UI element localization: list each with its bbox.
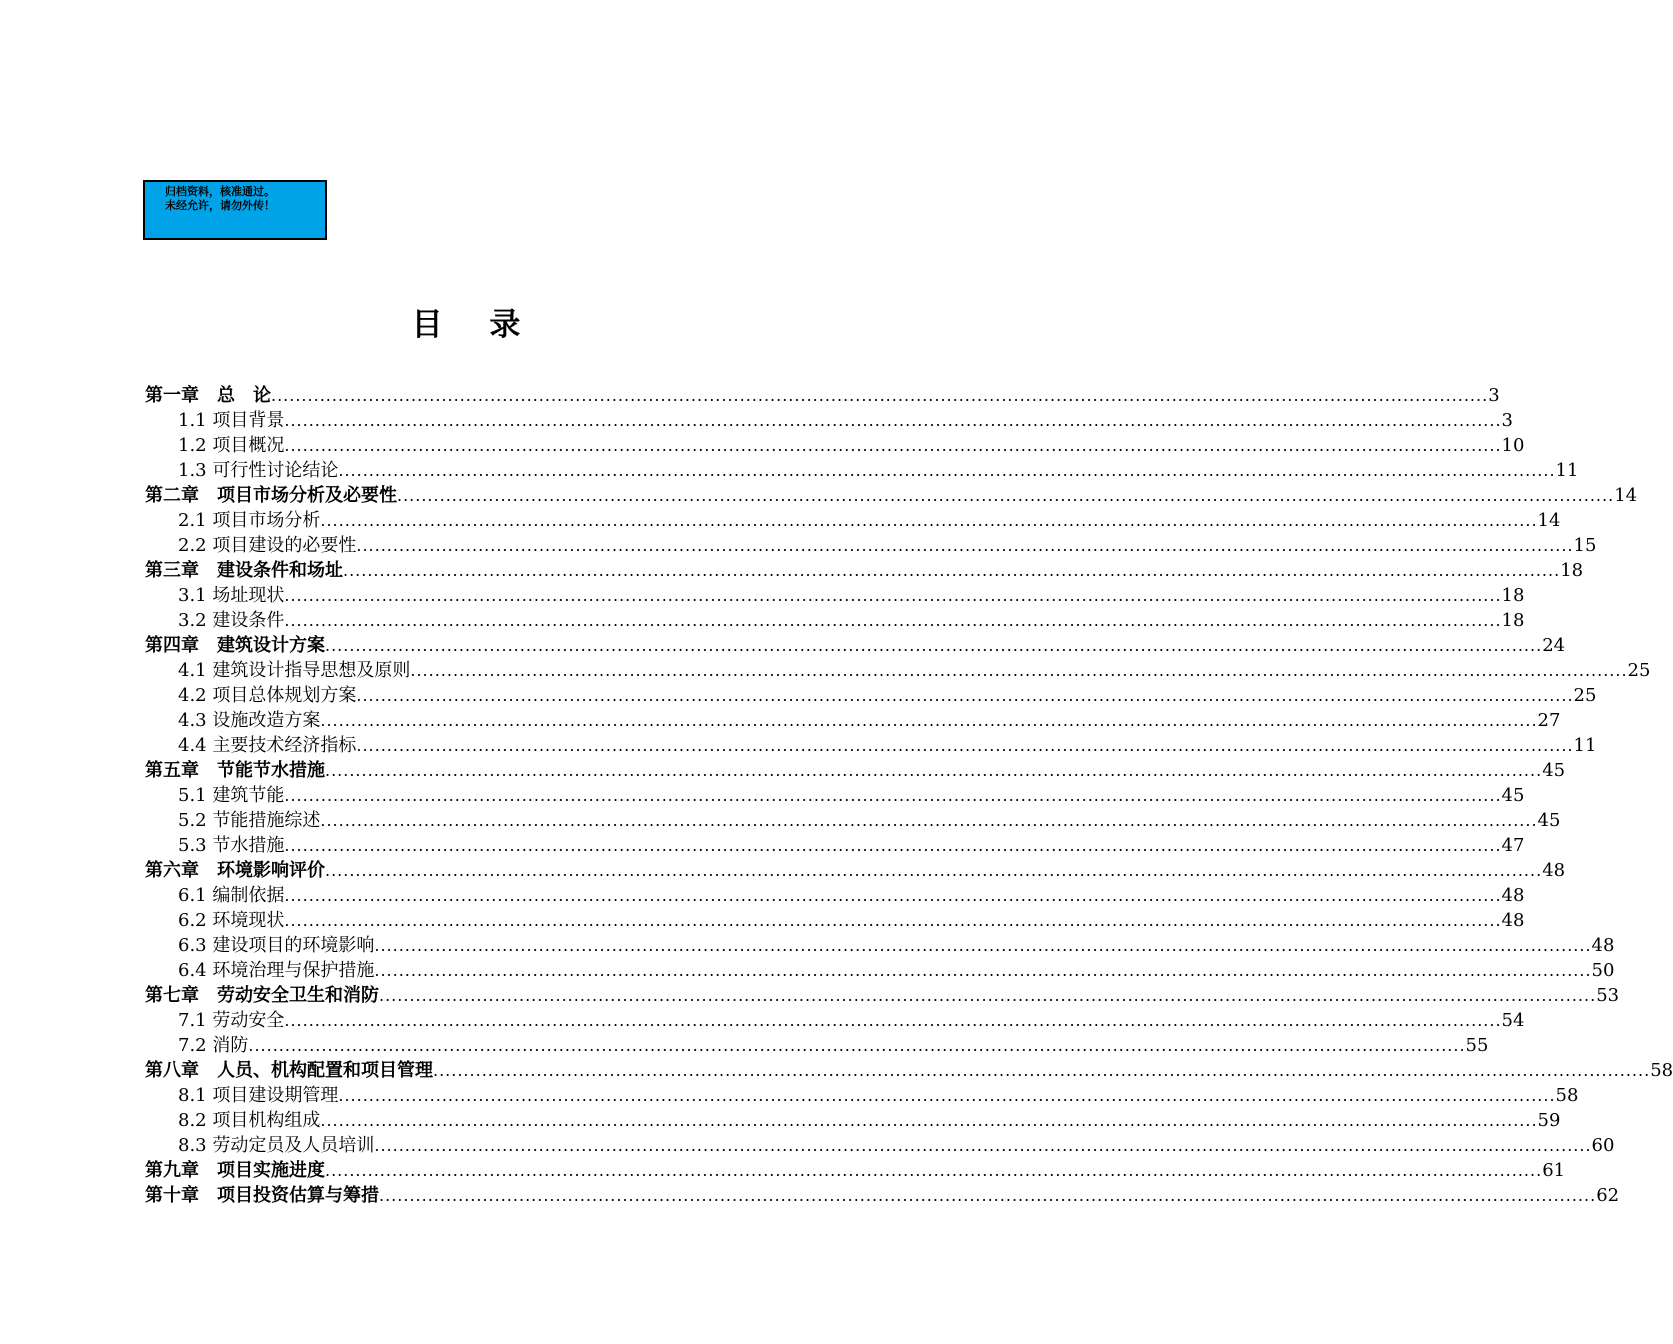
toc-dot-leader: ........................................................................................................................................................................................................	[356, 686, 1574, 705]
toc-entry-label: 8.1 项目建设期管理	[178, 1085, 339, 1106]
toc-entry-label: 3.1 场址现状	[178, 585, 285, 606]
toc-entry-label: 4.1 建筑设计指导思想及原则	[178, 660, 411, 681]
toc-section-entry[interactable]	[145, 658, 1651, 683]
toc-section-entry[interactable]	[145, 733, 1597, 758]
toc-entry-label: 6.3 建设项目的环境影响	[178, 935, 375, 956]
toc-entry-label: 6.1 编制依据	[178, 885, 285, 906]
toc-page-number: 58	[1650, 1060, 1673, 1081]
toc-chapter-entry[interactable]	[145, 858, 1566, 883]
toc-dot-leader: ........................................................................................................................................................................................................	[325, 1161, 1543, 1180]
toc-chapter-entry[interactable]	[145, 1183, 1620, 1208]
toc-page-number: 50	[1591, 960, 1615, 981]
toc-entry-label: 8.2 项目机构组成	[178, 1110, 321, 1131]
toc-page-number: 60	[1591, 1135, 1615, 1156]
toc-entry-label: 1.1 项目背景	[178, 410, 285, 431]
toc-page-number: 48	[1501, 910, 1525, 931]
toc-section-entry[interactable]	[145, 683, 1597, 708]
toc-chapter-entry[interactable]	[145, 758, 1566, 783]
toc-dot-leader: ........................................................................................................................................................................................................	[410, 661, 1628, 680]
toc-dot-leader: ........................................................................................................................................................................................................	[248, 1036, 1466, 1055]
toc-dot-leader: ........................................................................................................................................................................................................	[433, 1061, 1651, 1080]
toc-section-entry[interactable]	[145, 533, 1597, 558]
toc-page-number: 11	[1573, 735, 1597, 756]
toc-section-entry[interactable]	[145, 408, 1513, 433]
toc-dot-leader: ........................................................................................................................................................................................................	[284, 786, 1502, 805]
toc-page-number: 54	[1501, 1010, 1525, 1031]
toc-page-number: 53	[1596, 985, 1620, 1006]
toc-dot-leader: ........................................................................................................................................................................................................	[374, 961, 1592, 980]
toc-section-entry[interactable]	[145, 508, 1561, 533]
toc-page-number: 14	[1614, 485, 1638, 506]
toc-entry-label: 第四章 建筑设计方案	[145, 635, 325, 656]
toc-entry-label: 第九章 项目实施进度	[145, 1160, 325, 1181]
toc-section-entry[interactable]	[145, 1033, 1489, 1058]
toc-page-number: 15	[1573, 535, 1597, 556]
toc-entry-label: 6.4 环境治理与保护措施	[178, 960, 375, 981]
toc-entry-label: 第六章 环境影响评价	[145, 860, 325, 881]
toc-entry-label: 3.2 建设条件	[178, 610, 285, 631]
toc-page-number: 59	[1537, 1110, 1561, 1131]
toc-entry-label: 7.1 劳动安全	[178, 1010, 285, 1031]
toc-section-entry[interactable]	[145, 908, 1525, 933]
toc-dot-leader: ........................................................................................................................................................................................................	[284, 911, 1502, 930]
toc-page-number: 48	[1501, 885, 1525, 906]
toc-page-number: 45	[1542, 760, 1566, 781]
toc-section-entry[interactable]	[145, 833, 1525, 858]
stamp-line-2: 未经允许，请勿外传！	[165, 199, 275, 212]
toc-dot-leader: ........................................................................................................................................................................................................	[379, 986, 1597, 1005]
toc-section-entry[interactable]	[145, 1133, 1615, 1158]
toc-page-number: 14	[1537, 510, 1561, 531]
toc-entry-label: 第七章 劳动安全卫生和消防	[145, 985, 379, 1006]
toc-section-entry[interactable]	[145, 883, 1525, 908]
toc-entry-label: 7.2 消防	[178, 1035, 249, 1056]
toc-dot-leader: ........................................................................................................................................................................................................	[284, 411, 1502, 430]
toc-entry-label: 5.2 节能措施综述	[178, 810, 321, 831]
toc-page-number: 25	[1627, 660, 1651, 681]
toc-dot-leader: ........................................................................................................................................................................................................	[325, 761, 1543, 780]
toc-entry-label: 5.1 建筑节能	[178, 785, 285, 806]
toc-page-number: 24	[1542, 635, 1566, 656]
toc-page-number: 58	[1555, 1085, 1579, 1106]
toc-dot-leader: ........................................................................................................................................................................................................	[284, 436, 1502, 455]
toc-dot-leader: ........................................................................................................................................................................................................	[284, 886, 1502, 905]
toc-dot-leader: ........................................................................................................................................................................................................	[325, 636, 1543, 655]
toc-entry-label: 6.2 环境现状	[178, 910, 285, 931]
toc-page-number: 55	[1465, 1035, 1489, 1056]
toc-section-entry[interactable]	[145, 458, 1579, 483]
toc-dot-leader: ........................................................................................................................................................................................................	[338, 461, 1556, 480]
toc-entry-label: 4.2 项目总体规划方案	[178, 685, 357, 706]
toc-chapter-entry[interactable]	[145, 983, 1620, 1008]
toc-section-entry[interactable]	[145, 583, 1525, 608]
toc-dot-leader: ........................................................................................................................................................................................................	[397, 486, 1615, 505]
toc-dot-leader: ........................................................................................................................................................................................................	[325, 861, 1543, 880]
toc-dot-leader: ........................................................................................................................................................................................................	[320, 1111, 1538, 1130]
toc-dot-leader: ........................................................................................................................................................................................................	[284, 836, 1502, 855]
toc-page-number: 3	[1488, 385, 1500, 406]
toc-entry-label: 第五章 节能节水措施	[145, 760, 325, 781]
toc-dot-leader: ........................................................................................................................................................................................................	[284, 611, 1502, 630]
toc-entry-label: 4.3 设施改造方案	[178, 710, 321, 731]
toc-dot-leader: ........................................................................................................................................................................................................	[338, 1086, 1556, 1105]
toc-page-number: 27	[1537, 710, 1561, 731]
table-of-contents	[145, 383, 1673, 1208]
stamp-line-1: 归档资料，核准通过。	[165, 185, 275, 198]
toc-page-number: 18	[1501, 610, 1525, 631]
toc-dot-leader: ........................................................................................................................................................................................................	[284, 1011, 1502, 1030]
toc-page-number: 25	[1573, 685, 1597, 706]
toc-dot-leader: ........................................................................................................................................................................................................	[356, 536, 1574, 555]
toc-section-entry[interactable]	[145, 933, 1615, 958]
toc-dot-leader: ........................................................................................................................................................................................................	[343, 561, 1561, 580]
toc-dot-leader: ........................................................................................................................................................................................................	[320, 711, 1538, 730]
toc-dot-leader: ........................................................................................................................................................................................................	[284, 586, 1502, 605]
toc-section-entry[interactable]	[145, 1008, 1525, 1033]
toc-entry-label: 1.2 项目概况	[178, 435, 285, 456]
toc-section-entry[interactable]	[145, 783, 1525, 808]
toc-dot-leader: ........................................................................................................................................................................................................	[374, 1136, 1592, 1155]
toc-dot-leader: ........................................................................................................................................................................................................	[320, 811, 1538, 830]
toc-chapter-entry[interactable]	[145, 483, 1638, 508]
toc-section-entry[interactable]	[145, 958, 1615, 983]
toc-entry-label: 第一章 总 论	[145, 385, 271, 406]
toc-chapter-entry[interactable]	[145, 1158, 1566, 1183]
toc-entry-label: 2.2 项目建设的必要性	[178, 535, 357, 556]
toc-dot-leader: ........................................................................................................................................................................................................	[374, 936, 1592, 955]
toc-chapter-entry[interactable]	[145, 558, 1584, 583]
toc-chapter-entry[interactable]	[145, 383, 1500, 408]
toc-page-number: 45	[1501, 785, 1525, 806]
toc-page-number: 18	[1560, 560, 1584, 581]
toc-page-number: 45	[1537, 810, 1561, 831]
toc-page-number: 61	[1542, 1160, 1566, 1181]
toc-entry-label: 2.1 项目市场分析	[178, 510, 321, 531]
toc-entry-label: 第三章 建设条件和场址	[145, 560, 343, 581]
toc-dot-leader: ........................................................................................................................................................................................................	[356, 736, 1574, 755]
toc-page-number: 48	[1591, 935, 1615, 956]
toc-page-number: 10	[1501, 435, 1525, 456]
toc-page-number: 18	[1501, 585, 1525, 606]
archive-stamp-box	[143, 180, 327, 240]
toc-page-number: 47	[1501, 835, 1525, 856]
toc-section-entry[interactable]	[145, 1083, 1579, 1108]
toc-page-number: 62	[1596, 1185, 1620, 1206]
toc-dot-leader: ........................................................................................................................................................................................................	[271, 386, 1489, 405]
toc-chapter-entry[interactable]	[145, 633, 1566, 658]
toc-title: 目 录	[411, 307, 539, 343]
toc-page-number: 48	[1542, 860, 1566, 881]
toc-entry-label: 第十章 项目投资估算与筹措	[145, 1185, 379, 1206]
toc-entry-label: 4.4 主要技术经济指标	[178, 735, 357, 756]
toc-entry-label: 第八章 人员、机构配置和项目管理	[145, 1060, 433, 1081]
toc-page-number: 3	[1501, 410, 1513, 431]
toc-section-entry[interactable]	[145, 433, 1525, 458]
toc-section-entry[interactable]	[145, 608, 1525, 633]
toc-entry-label: 第二章 项目市场分析及必要性	[145, 485, 397, 506]
toc-chapter-entry[interactable]	[145, 1058, 1673, 1083]
toc-entry-label: 5.3 节水措施	[178, 835, 285, 856]
toc-dot-leader: ........................................................................................................................................................................................................	[320, 511, 1538, 530]
toc-dot-leader: ........................................................................................................................................................................................................	[379, 1186, 1597, 1205]
toc-entry-label: 1.3 可行性讨论结论	[178, 460, 339, 481]
toc-section-entry[interactable]	[145, 1108, 1561, 1133]
toc-page-number: 11	[1555, 460, 1579, 481]
toc-section-entry[interactable]	[145, 808, 1561, 833]
toc-section-entry[interactable]	[145, 708, 1561, 733]
toc-entry-label: 8.3 劳动定员及人员培训	[178, 1135, 375, 1156]
